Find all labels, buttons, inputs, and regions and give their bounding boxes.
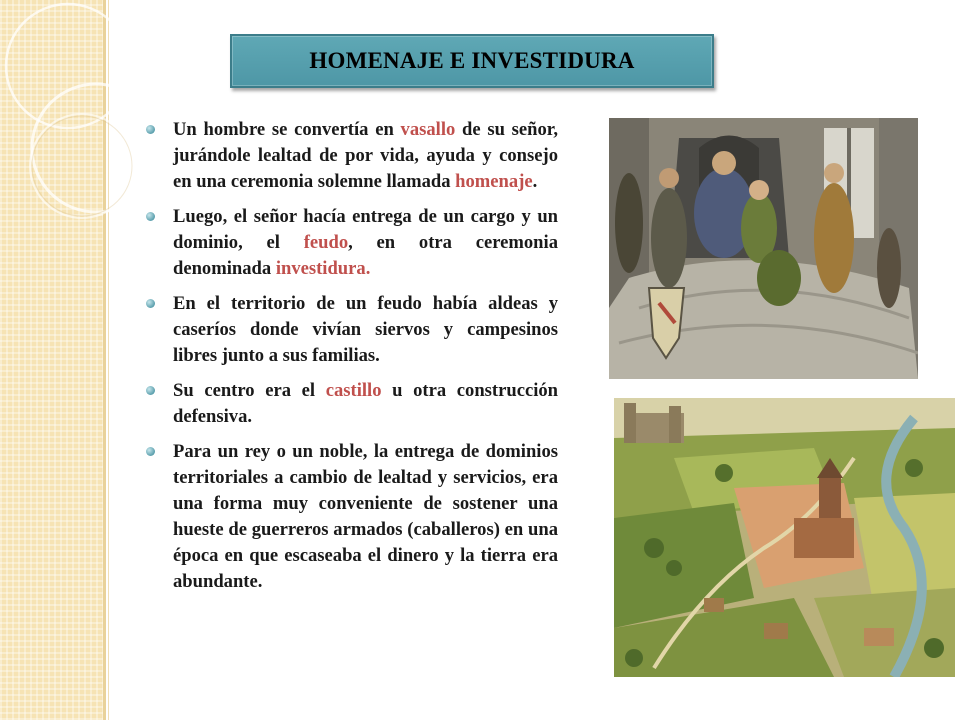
bullet-dot-icon [146,447,155,456]
bullet-dot-icon [146,386,155,395]
bullet-item [146,378,558,430]
highlighted-term: investidura. [275,258,371,279]
highlighted-term: homenaje [455,171,533,192]
bullet-text: Su centro era el [173,380,326,401]
bullet-text: . [532,171,538,192]
bullet-dot-icon [146,125,155,134]
bullet-text: Luego, el señor hacía entrega de un cargo y un dominio, el [173,206,558,253]
bullet-item [146,291,558,369]
highlighted-term: castillo [325,380,382,401]
bullet-text: Para un rey o un noble, la entrega de dominios territoriales a cambio de lealtad y servicios, era una forma muy conveniente de sostener una hueste de guerreros armados (caballeros) en una época en que escaseaba el dinero y la tierra era abundante. [173,441,558,592]
bullet-list [146,117,558,604]
feudal-landscape-image [614,398,955,677]
bullet-dot-icon [146,212,155,221]
highlighted-term: vasallo [400,119,456,140]
bullet-item [146,117,558,195]
bullet-item [146,439,558,595]
bullet-text: u otra construcción defensiva. [173,380,559,427]
bullet-text: , en otra ceremonia denominada [173,232,558,279]
bullet-text: de su señor, jurándole lealtad de por vida, ayuda y consejo en una ceremonia solemne llamada [173,119,558,192]
bullet-dot-icon [146,299,155,308]
bullet-text: En el territorio de un feudo había aldeas y caseríos donde vivían siervos y campesinos libres junto a sus familias. [173,293,558,366]
homage-ceremony-image [609,118,918,379]
bullet-text: Un hombre se convertía en [173,119,401,140]
page-title: HOMENAJE E INVESTIDURA [309,48,635,73]
highlighted-term: feudo [303,232,349,253]
decorative-circles [0,0,140,300]
title-box [230,34,714,88]
bullet-item [146,204,558,282]
